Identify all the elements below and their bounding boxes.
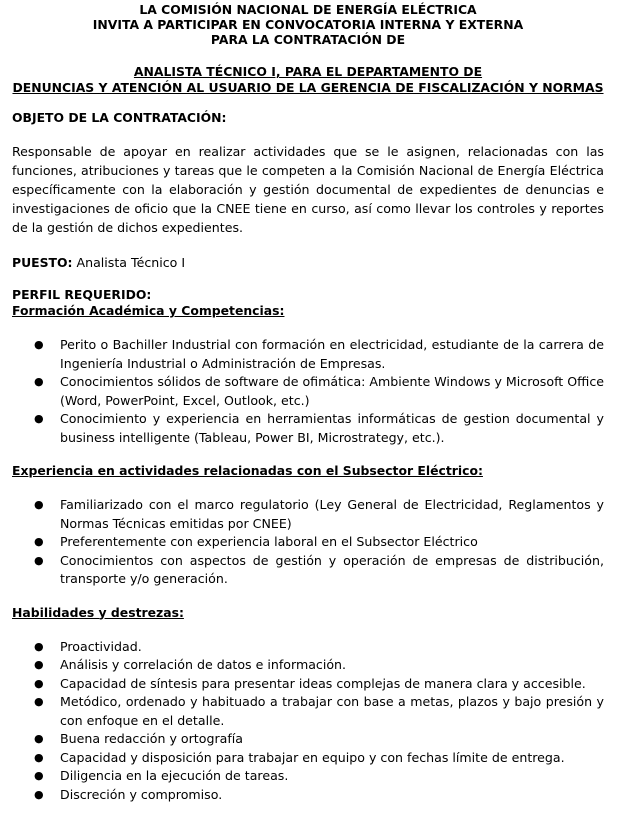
formacion-list — [12, 336, 604, 447]
bullet-icon: ● — [34, 676, 44, 690]
objeto-heading: OBJETO DE LA CONTRATACIÓN: — [12, 110, 227, 125]
list-item-text: Análisis y correlación de datos e información. — [60, 657, 347, 672]
position-title — [12, 64, 604, 96]
bullet-icon: ● — [34, 553, 44, 567]
bullet-icon: ● — [34, 732, 44, 745]
puesto-label: PUESTO: — [12, 255, 73, 270]
list-item — [12, 552, 604, 589]
bullet-icon: ● — [34, 498, 44, 511]
objeto-text: Responsable de apoyar en realizar actividades que se le asignen, relacionadas con las funciones, atribuciones y tareas que le competen a la Comisión Nacional de Energía Eléctrica específicamente con la elaboración y gestión documental de expedientes de denuncias e investigaciones de oficio que la CNEE tiene en curso, así como llevar los controles y reportes de la gestión de dichos expedientes. — [12, 144, 604, 235]
puesto-value: Analista Técnico I — [72, 255, 186, 270]
experiencia-heading: Experiencia en actividades relacionadas con el Subsector Eléctrico: — [12, 463, 483, 478]
list-item-text: Proactividad. — [60, 638, 142, 654]
bullet-icon: ● — [34, 412, 44, 425]
list-item — [12, 693, 604, 730]
list-item-text: Perito o Bachiller Industrial con formación en electricidad, estudiante de la carrera de Ingeniería Industrial o Administración de Empresas. — [60, 337, 604, 371]
list-item-text: Capacidad y disposición para trabajar en equipo y con fechas límite de entrega. — [60, 749, 565, 765]
list-item — [12, 786, 604, 805]
header-line-1: LA COMISIÓN NACIONAL DE ENERGÍA ELÉCTRICA — [139, 2, 477, 17]
perfil-heading: PERFIL REQUERIDO: — [12, 287, 152, 302]
bullet-icon: ● — [34, 787, 44, 801]
position-title-line-2: DENUNCIAS Y ATENCIÓN AL USUARIO DE LA GERENCIA DE FISCALIZACIÓN Y NORMAS — [12, 80, 604, 95]
list-item — [12, 496, 604, 533]
bullet-icon: ● — [34, 338, 44, 351]
list-item-text: Conocimiento y experiencia en herramientas informáticas de gestion documental y business intelligente (Tableau, Power BI, Microstrategy, etc.). — [60, 411, 604, 445]
formacion-heading: Formación Académica y Competencias: — [12, 303, 285, 318]
bullet-icon: ● — [34, 695, 44, 708]
list-item-text: Conocimientos sólidos de software de ofimática: Ambiente Windows y Microsoft Office (Word, PowerPoint, Excel, Outlook, etc.) — [60, 374, 604, 408]
document-page — [0, 2, 628, 834]
list-item-text: Capacidad de síntesis para presentar ideas complejas de manera clara y accesible. — [60, 675, 586, 691]
list-item — [12, 336, 604, 373]
list-item — [12, 373, 604, 410]
list-item-text: Conocimientos con aspectos de gestión y operación de empresas de distribución, transporte y/o generación. — [60, 552, 604, 586]
list-item-text: Preferentemente con experiencia laboral en el Subsector Eléctrico — [60, 534, 478, 549]
list-item-text: Discreción y compromiso. — [60, 786, 223, 802]
header-line-2: INVITA A PARTICIPAR EN CONVOCATORIA INTERNA Y EXTERNA — [92, 17, 524, 32]
bullet-icon: ● — [34, 535, 44, 548]
list-item-text: Buena redacción y ortografía — [60, 731, 243, 746]
list-item — [12, 749, 604, 768]
list-item — [12, 410, 604, 447]
list-item — [12, 533, 604, 552]
list-item-text: Familiarizado con el marco regulatorio (Ley General de Electricidad, Reglamentos y Normas Técnicas emitidas por CNEE) — [60, 497, 604, 531]
habilidades-list — [12, 638, 604, 805]
list-item — [12, 638, 604, 657]
header — [12, 2, 604, 47]
puesto-line — [12, 255, 604, 271]
position-title-line-1: ANALISTA TÉCNICO I, PARA EL DEPARTAMENTO DE — [133, 64, 483, 79]
list-item-text: Diligencia en la ejecución de tareas. — [60, 768, 289, 783]
experiencia-list — [12, 496, 604, 589]
list-item-text: Metódico, ordenado y habituado a trabajar con base a metas, plazos y bajo presión y con enfoque en el detalle. — [60, 694, 604, 728]
bullet-icon: ● — [34, 375, 44, 388]
bullet-icon: ● — [34, 658, 44, 671]
bullet-icon: ● — [34, 639, 44, 653]
list-item — [12, 767, 604, 786]
list-item — [12, 730, 604, 749]
habilidades-heading: Habilidades y destrezas: — [12, 604, 184, 620]
list-item — [12, 675, 604, 694]
bullet-icon: ● — [34, 750, 44, 764]
header-line-3: PARA LA CONTRATACIÓN DE — [210, 32, 406, 47]
list-item — [12, 656, 604, 675]
bullet-icon: ● — [34, 769, 44, 782]
